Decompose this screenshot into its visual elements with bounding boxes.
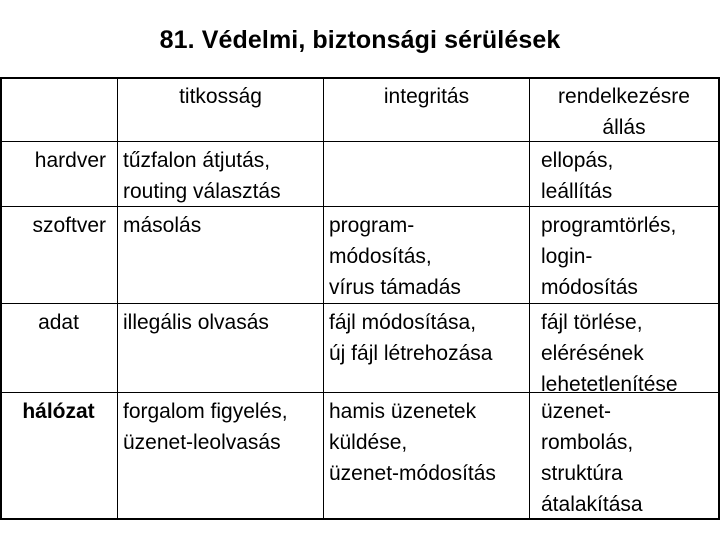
column-divider <box>117 77 118 520</box>
cell-szoftver-integritas: program- módosítás, vírus támadás <box>329 214 461 299</box>
row-label-halozat: hálózat <box>22 400 95 423</box>
cell-szoftver-rendelkezesre: programtörlés, login- módosítás <box>541 214 677 299</box>
column-header-titkossag: titkosság <box>179 85 262 108</box>
cell-halozat-integritas: hamis üzenetek küldése, üzenet-módosítás <box>329 400 496 485</box>
cell-adat-integritas: fájl módosítása, új fájl létrehozása <box>329 311 493 365</box>
column-divider <box>529 77 530 520</box>
cell-halozat-titkossag: forgalom figyelés, üzenet-leolvasás <box>123 400 288 454</box>
page-title: 81. Védelmi, biztonsági sérülések <box>159 26 561 54</box>
column-header-rendelkezesre-allas: rendelkezésre állás <box>558 85 690 139</box>
row-label-szoftver: szoftver <box>32 214 106 237</box>
cell-hardver-titkossag: tűzfalon átjutás, routing választás <box>123 149 281 203</box>
row-divider <box>0 303 720 304</box>
row-label-adat: adat <box>38 311 79 334</box>
column-header-integritas: integritás <box>383 85 470 108</box>
table-border-left <box>0 77 2 520</box>
cell-szoftver-titkossag: másolás <box>123 214 202 237</box>
row-label-hardver: hardver <box>34 149 106 172</box>
column-divider <box>323 77 324 520</box>
security-table <box>0 77 720 519</box>
cell-halozat-rendelkezesre: üzenet- rombolás, struktúra átalakítása <box>541 400 643 516</box>
cell-adat-titkossag: illegális olvasás <box>123 311 269 334</box>
cell-hardver-rendelkezesre: ellopás, leállítás <box>541 149 614 203</box>
cell-adat-rendelkezesre: fájl törlése, elérésének lehetetlenítése <box>541 311 678 396</box>
table-border-top <box>0 77 720 79</box>
